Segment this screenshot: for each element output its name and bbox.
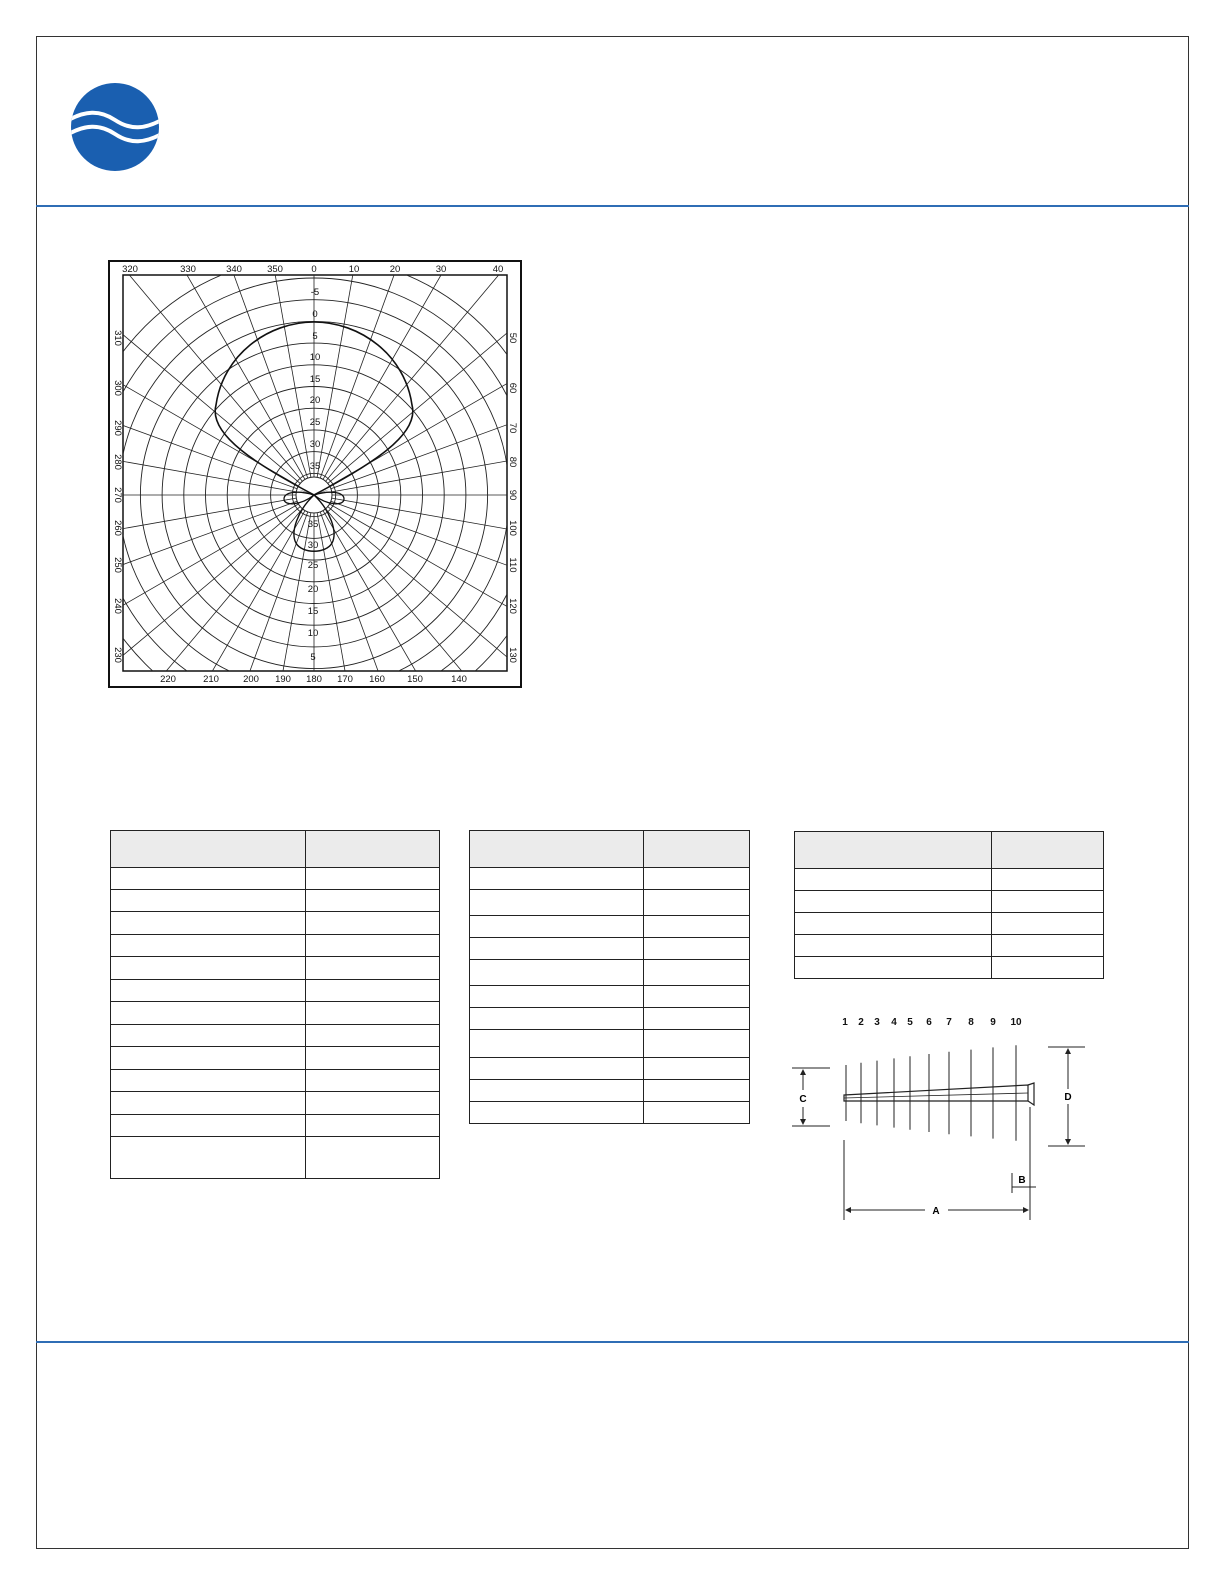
angle-label-top: 320: [122, 264, 138, 275]
row-value-cell: [306, 890, 440, 912]
angle-label-left: 270: [112, 487, 123, 503]
dim-d-label: D: [1064, 1092, 1072, 1103]
angle-label-bottom: 140: [451, 674, 467, 685]
ring-label-upper: 10: [309, 352, 321, 363]
ring-label-lower: 35: [307, 519, 319, 530]
angle-label-right: 110: [507, 557, 518, 573]
table1-header-value: [306, 831, 440, 868]
row-value-cell: [306, 1137, 440, 1179]
row-label-cell: [470, 1058, 644, 1080]
row-label-cell: [111, 1092, 306, 1115]
row-value-cell: [306, 957, 440, 980]
ring-label-upper: -5: [310, 287, 320, 298]
table2-header-value: [644, 831, 750, 868]
row-label-cell: [111, 1137, 306, 1179]
angle-label-right: 130: [507, 647, 518, 663]
angle-label-top: 330: [180, 264, 196, 275]
angle-label-bottom: 220: [160, 674, 176, 685]
table-row: [111, 935, 440, 957]
row-value-cell: [644, 1058, 750, 1080]
row-label-cell: [795, 869, 992, 891]
angle-label-left: 310: [112, 330, 123, 346]
row-value-cell: [992, 891, 1104, 913]
angle-label-bottom: 150: [407, 674, 423, 685]
element-number: 6: [926, 1017, 932, 1028]
table-row: [111, 1137, 440, 1179]
row-label-cell: [111, 890, 306, 912]
row-value-cell: [306, 1002, 440, 1025]
wave-globe-logo: [70, 82, 160, 172]
ring-label-upper: 30: [309, 439, 321, 450]
angle-label-right: 50: [507, 332, 518, 344]
element-number: 4: [891, 1017, 897, 1028]
angle-label-left: 280: [112, 454, 123, 470]
boom: [844, 1085, 1028, 1101]
row-value-cell: [644, 890, 750, 916]
table-row: [111, 1070, 440, 1092]
antenna-dimension-diagram: [790, 1005, 1120, 1235]
row-label-cell: [795, 891, 992, 913]
table-row: [470, 1030, 750, 1058]
table1-header-label: [111, 831, 306, 868]
row-label-cell: [111, 912, 306, 935]
table-row: [470, 938, 750, 960]
row-value-cell: [306, 935, 440, 957]
angle-label-right: 120: [507, 598, 518, 614]
table-row: [111, 1092, 440, 1115]
row-value-cell: [644, 916, 750, 938]
row-label-cell: [470, 1008, 644, 1030]
row-label-cell: [111, 1025, 306, 1047]
ring-label-upper: 25: [309, 417, 321, 428]
row-label-cell: [470, 938, 644, 960]
element-number: 10: [1010, 1017, 1022, 1028]
row-value-cell: [644, 1008, 750, 1030]
table-row: [470, 1058, 750, 1080]
table-row: [470, 960, 750, 986]
row-value-cell: [306, 1025, 440, 1047]
element-number: 5: [907, 1017, 913, 1028]
angle-label-bottom: 160: [369, 674, 385, 685]
angle-label-left: 300: [112, 380, 123, 396]
dim-c-label: C: [799, 1094, 807, 1105]
table-row: [111, 1002, 440, 1025]
table-row: [470, 1080, 750, 1102]
dim-a-label: A: [932, 1206, 940, 1217]
ring-label-upper: 15: [309, 374, 321, 385]
row-label-cell: [470, 960, 644, 986]
row-label-cell: [470, 868, 644, 890]
angle-label-top: 0: [311, 264, 317, 275]
row-label-cell: [111, 980, 306, 1002]
angle-label-right: 70: [507, 422, 518, 434]
ring-label-upper: 35: [309, 461, 321, 472]
table-row: [470, 890, 750, 916]
element-number: 9: [990, 1017, 996, 1028]
row-label-cell: [470, 986, 644, 1008]
angle-label-bottom: 200: [243, 674, 259, 685]
row-label-cell: [795, 935, 992, 957]
row-value-cell: [306, 1092, 440, 1115]
ring-label-lower: 15: [307, 606, 319, 617]
row-value-cell: [306, 868, 440, 890]
row-label-cell: [470, 890, 644, 916]
ring-label-lower: 10: [307, 628, 319, 639]
element-number: 7: [946, 1017, 952, 1028]
row-value-cell: [644, 868, 750, 890]
angle-label-right: 90: [507, 489, 518, 501]
row-value-cell: [644, 986, 750, 1008]
spec-table-2: [469, 830, 750, 1124]
row-label-cell: [470, 916, 644, 938]
table-row: [111, 957, 440, 980]
angle-label-bottom: 210: [203, 674, 219, 685]
element-number: 8: [968, 1017, 974, 1028]
element-number: 3: [874, 1017, 880, 1028]
element-number: 2: [858, 1017, 864, 1028]
angle-label-top: 40: [492, 264, 504, 275]
ring-label-lower: 25: [307, 560, 319, 571]
footer-rule: [36, 1341, 1189, 1343]
ring-label-lower: 5: [310, 652, 316, 663]
row-label-cell: [111, 957, 306, 980]
angle-label-top: 350: [267, 264, 283, 275]
angle-label-left: 250: [112, 557, 123, 573]
table-row: [111, 980, 440, 1002]
ring-label-upper: 0: [312, 309, 318, 320]
angle-label-top: 20: [389, 264, 401, 275]
table-row: [470, 1008, 750, 1030]
table-row: [470, 986, 750, 1008]
angle-label-left: 260: [112, 520, 123, 536]
table-row: [470, 868, 750, 890]
angle-label-bottom: 190: [275, 674, 291, 685]
table-row: [470, 916, 750, 938]
row-label-cell: [470, 1102, 644, 1124]
row-label-cell: [470, 1080, 644, 1102]
table3-header-value: [992, 832, 1104, 869]
row-value-cell: [306, 912, 440, 935]
angle-label-left: 240: [112, 598, 123, 614]
table-row: [795, 957, 1104, 979]
row-value-cell: [644, 938, 750, 960]
table-row: [111, 890, 440, 912]
row-value-cell: [306, 1115, 440, 1137]
row-value-cell: [306, 980, 440, 1002]
header-rule: [36, 205, 1189, 207]
radiation-pattern-chart: [108, 260, 522, 688]
row-label-cell: [111, 1115, 306, 1137]
table-row: [111, 1047, 440, 1070]
ring-label-upper: 5: [312, 331, 318, 342]
element-number: 1: [842, 1017, 848, 1028]
table-row: [111, 1025, 440, 1047]
table-row: [795, 891, 1104, 913]
angle-label-left: 230: [112, 647, 123, 663]
row-value-cell: [306, 1047, 440, 1070]
row-value-cell: [992, 869, 1104, 891]
angle-label-bottom: 180: [306, 674, 322, 685]
ring-label-lower: 30: [307, 540, 319, 551]
row-value-cell: [644, 960, 750, 986]
angle-label-right: 60: [507, 382, 518, 394]
row-value-cell: [644, 1030, 750, 1058]
row-label-cell: [111, 1047, 306, 1070]
row-value-cell: [992, 935, 1104, 957]
table3-header-label: [795, 832, 992, 869]
table-row: [111, 1115, 440, 1137]
ring-label-upper: 20: [309, 395, 321, 406]
row-value-cell: [992, 957, 1104, 979]
table-row: [795, 935, 1104, 957]
table-row: [795, 913, 1104, 935]
row-label-cell: [111, 1070, 306, 1092]
table-row: [795, 869, 1104, 891]
row-value-cell: [992, 913, 1104, 935]
ring-label-lower: 20: [307, 584, 319, 595]
angle-label-bottom: 170: [337, 674, 353, 685]
angle-label-top: 30: [435, 264, 447, 275]
spec-table-1: [110, 830, 440, 1179]
row-label-cell: [795, 913, 992, 935]
row-value-cell: [644, 1080, 750, 1102]
table-row: [111, 868, 440, 890]
table2-header-label: [470, 831, 644, 868]
angle-label-top: 340: [226, 264, 242, 275]
row-label-cell: [470, 1030, 644, 1058]
angle-label-left: 290: [112, 420, 123, 436]
row-label-cell: [795, 957, 992, 979]
angle-label-right: 100: [507, 520, 518, 536]
angle-label-right: 80: [507, 456, 518, 468]
angle-label-top: 10: [348, 264, 360, 275]
row-label-cell: [111, 935, 306, 957]
table-row: [470, 1102, 750, 1124]
row-label-cell: [111, 868, 306, 890]
spec-table-3: [794, 831, 1104, 979]
table-row: [111, 912, 440, 935]
dim-b-label: B: [1018, 1175, 1026, 1186]
row-value-cell: [306, 1070, 440, 1092]
row-label-cell: [111, 1002, 306, 1025]
row-value-cell: [644, 1102, 750, 1124]
